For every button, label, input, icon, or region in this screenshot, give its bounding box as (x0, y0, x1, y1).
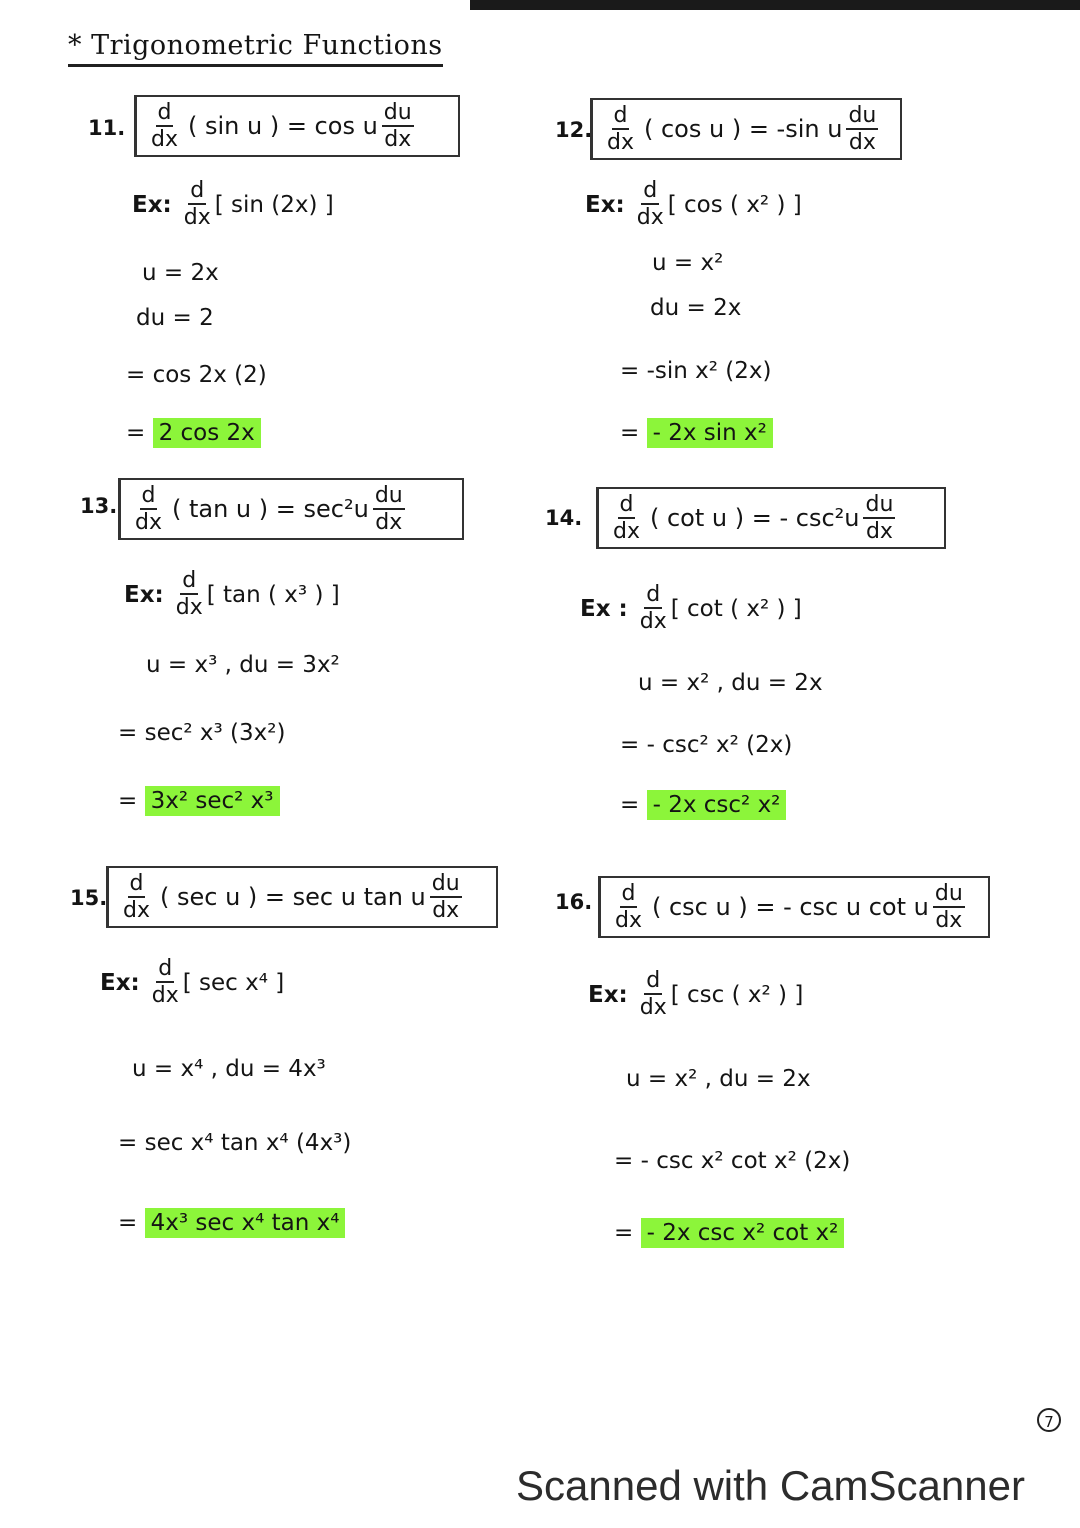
example-line: Ex: $\frac{d}{dx}$ [ tan ( x³ ) ] (124, 568, 340, 620)
step-line: = sec² x³ (3x²) (118, 720, 286, 746)
example-line: Ex: $\frac{d}{dx}$ [ csc ( x² ) ] (588, 968, 804, 1020)
derivative-operator: $\frac{d}{dx}$ (151, 99, 178, 152)
step-line: du = 2x (650, 295, 742, 321)
rule-number: 16. (555, 890, 593, 914)
rule-number: 15. (70, 886, 108, 910)
scanner-watermark: Scanned with CamScanner (516, 1462, 1025, 1509)
formula-box (106, 866, 498, 928)
step-line: u = 2x (142, 260, 219, 286)
derivative-operator: $\frac{d}{dx}$ (615, 880, 642, 933)
answer-line: = - 2x sin x² (620, 420, 773, 446)
chain-factor: $\frac{du}{dx}$ (431, 870, 460, 923)
formula-expression: ( cot u ) = - csc²u (649, 504, 860, 532)
highlighted-answer: - 2x csc x² cot x² (641, 1218, 845, 1248)
step-line: = sec x⁴ tan x⁴ (4x³) (118, 1130, 352, 1156)
highlighted-answer: 3x² sec² x³ (145, 786, 280, 816)
step-line: = cos 2x (2) (126, 362, 267, 388)
step-line: = - csc² x² (2x) (620, 732, 793, 758)
top-edge-bar (470, 0, 1080, 10)
step-line: du = 2 (136, 305, 214, 331)
step-line: = - csc x² cot x² (2x) (614, 1148, 851, 1174)
step-line: u = x² , du = 2x (626, 1066, 811, 1092)
example-expression: [ csc ( x² ) ] (670, 981, 804, 1008)
formula-expression: ( csc u ) = - csc u cot u (651, 893, 929, 921)
derivative-operator: $\frac{d}{dx}$ (613, 491, 640, 544)
step-line: u = x² , du = 2x (638, 670, 823, 696)
chain-factor: $\frac{du}{dx}$ (865, 491, 894, 544)
highlighted-answer: - 2x csc² x² (647, 790, 787, 820)
example-line: Ex: $\frac{d}{dx}$ [ sin (2x) ] (132, 178, 334, 230)
example-expression: [ sec x⁴ ] (182, 969, 285, 996)
example-expression: [ cos ( x² ) ] (667, 191, 802, 218)
example-expression: [ sin (2x) ] (214, 191, 334, 218)
formula-expression: ( sin u ) = cos u (187, 112, 378, 140)
formula-expression: ( sec u ) = sec u tan u (159, 883, 426, 911)
step-line: u = x³ , du = 3x² (146, 652, 340, 678)
chain-factor: $\frac{du}{dx}$ (848, 102, 877, 155)
chain-factor: $\frac{du}{dx}$ (934, 880, 963, 933)
formula-box (598, 876, 990, 938)
answer-line: = 4x³ sec x⁴ tan x⁴ (118, 1210, 345, 1236)
answer-line: = - 2x csc x² cot x² (614, 1220, 844, 1246)
chain-factor: $\frac{du}{dx}$ (383, 99, 412, 152)
chain-factor: $\frac{du}{dx}$ (374, 482, 403, 535)
highlighted-answer: - 2x sin x² (647, 418, 773, 448)
step-line: = -sin x² (2x) (620, 358, 772, 384)
answer-line: = 2 cos 2x (126, 420, 261, 446)
step-line: u = x² (652, 250, 724, 276)
derivative-operator: $\frac{d}{dx}$ (135, 482, 162, 535)
formula-box (134, 95, 460, 157)
highlighted-answer: 2 cos 2x (153, 418, 261, 448)
page-number: 7 (1037, 1408, 1061, 1432)
answer-line: = - 2x csc² x² (620, 792, 786, 818)
formula-box (596, 487, 946, 549)
rule-number: 12. (555, 118, 593, 142)
formula-expression: ( tan u ) = sec²u (171, 495, 369, 523)
page-title: * Trigonometric Functions (68, 30, 443, 61)
rule-number: 13. (80, 494, 118, 518)
derivative-operator: $\frac{d}{dx}$ (607, 102, 634, 155)
formula-box (590, 98, 902, 160)
formula-box (118, 478, 464, 540)
highlighted-answer: 4x³ sec x⁴ tan x⁴ (145, 1208, 346, 1238)
example-line: Ex: $\frac{d}{dx}$ [ sec x⁴ ] (100, 956, 285, 1008)
formula-expression: ( cos u ) = -sin u (643, 115, 843, 143)
step-line: u = x⁴ , du = 4x³ (132, 1056, 326, 1082)
derivative-operator: $\frac{d}{dx}$ (123, 870, 150, 923)
example-expression: [ tan ( x³ ) ] (206, 581, 340, 608)
answer-line: = 3x² sec² x³ (118, 788, 280, 814)
example-expression: [ cot ( x² ) ] (670, 595, 802, 622)
rule-number: 14. (545, 506, 583, 530)
example-line: Ex : $\frac{d}{dx}$ [ cot ( x² ) ] (580, 582, 802, 634)
rule-number: 11. (88, 116, 126, 140)
example-line: Ex: $\frac{d}{dx}$ [ cos ( x² ) ] (585, 178, 802, 230)
